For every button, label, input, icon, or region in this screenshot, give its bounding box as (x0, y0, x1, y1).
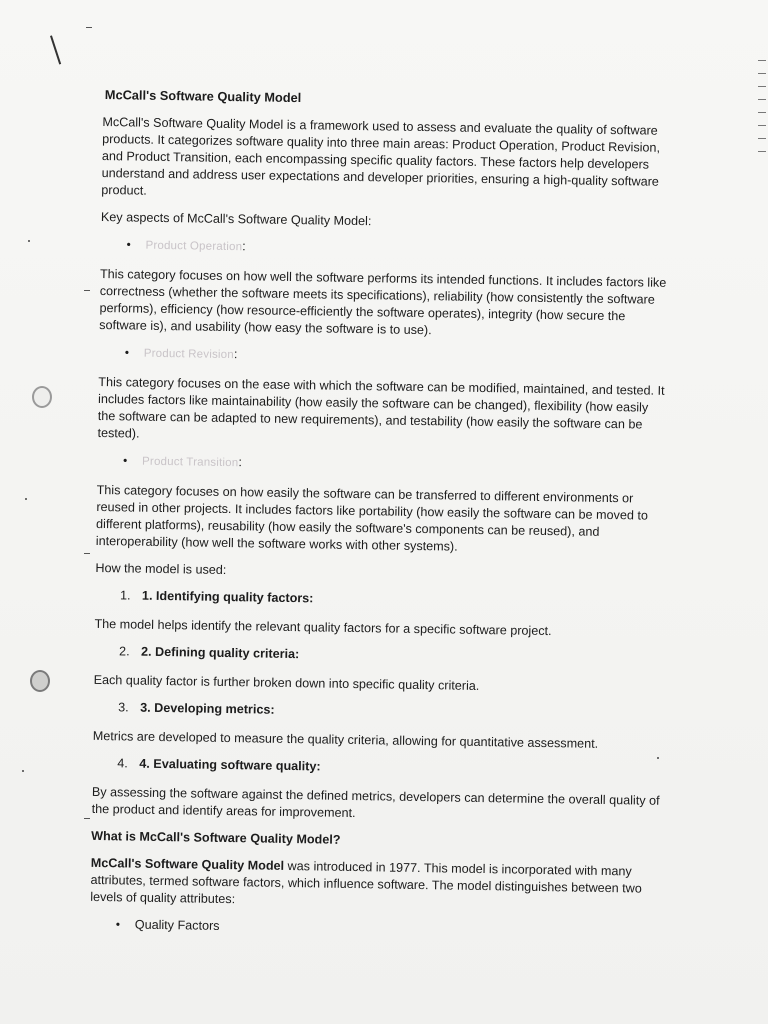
step-number: 3. (118, 700, 129, 715)
bullet-label: Quality Factors (134, 917, 220, 933)
what-is-heading: What is McCall's Software Quality Model? (91, 828, 341, 847)
step-label: 4. Evaluating software quality: (139, 756, 321, 774)
label-colon: : (242, 239, 246, 254)
bullet-dot: • (126, 237, 131, 252)
margin-dash (84, 553, 90, 554)
bullet-dot: • (124, 345, 130, 360)
section-text-product-revision: This category focuses on the ease with which the software can be modified, maintained, and tested. It includes factors like maintainability (how easily the software can be changed), flexibility (how easily the software can be adapted to new requirements), and testability (how easily the software can be tested). (97, 374, 665, 441)
key-aspects-line: Key aspects of McCall's Software Quality Model: (100, 209, 372, 229)
section-bullet-product-transition (97, 452, 667, 479)
step-item (92, 755, 662, 781)
bold-term: McCall's Software Quality Model (90, 855, 285, 873)
step-label: 1. Identifying quality factors: (141, 588, 314, 606)
label-colon: : (233, 347, 238, 362)
speck (22, 770, 24, 772)
margin-dash (86, 27, 92, 28)
what-is-paragraph (90, 855, 661, 915)
punch-hole (30, 670, 50, 692)
margin-dash (84, 290, 90, 291)
step-text: Metrics are developed to measure the quality criteria, allowing for quantitative assessment. (92, 728, 599, 751)
section-label: Product Revision (143, 347, 235, 362)
intro-paragraph: McCall's Software Quality Model is a framework used to assess and evaluate the quality of software products. It categorizes software quality into three main areas: Product Operation, Product Revision, and Product Transition, each encompassing specific quality factors. These factors help developers understand and address user expectations and developer priorities, ensuring a high-quality software product. (101, 114, 661, 198)
section-label: Product Transition (142, 455, 239, 470)
label-colon: : (238, 455, 243, 470)
section-text-product-transition: This category focuses on how easily the software can be transferred to different environments or reused in other projects. It includes factors like portability (how easily the software can be moved to different platforms), reusability (how easily the software's components can be reused), and interoperability (how well the software works with other systems). (95, 482, 649, 554)
section-bullet-product-operation (100, 236, 670, 263)
step-number: 2. (119, 644, 130, 659)
margin-dash (84, 818, 90, 819)
punch-hole (32, 386, 52, 408)
pen-stroke (50, 36, 61, 65)
how-used-line: How the model is used: (95, 560, 227, 577)
step-number: 4. (117, 756, 128, 771)
speck (28, 240, 30, 242)
step-text: Each quality factor is further broken down into specific quality criteria. (93, 672, 480, 693)
document-title: McCall's Software Quality Model (104, 87, 302, 106)
step-item (95, 587, 665, 613)
section-label: Product Operation (145, 239, 243, 254)
bullet-dot: • (123, 453, 128, 468)
step-label: 2. Defining quality criteria: (141, 644, 300, 662)
document-body (90, 86, 673, 954)
step-item (94, 643, 664, 669)
section-text-product-operation: This category focuses on how well the software performs its intended functions. It includes factors like correctness (whether the software meets its specifications), reliability (how consistently the software performs), efficiency (how resource-efficiently the software operates), integrity (how secure the software is), and usability (how easy the software is to use). (99, 266, 667, 338)
speck (25, 498, 27, 500)
what-is-text: was introduced in 1977. This model is incorporated with many attributes, termed software factors, which influence software. The model distinguishes between two levels of quality attributes: (90, 858, 642, 907)
step-number: 1. (119, 588, 131, 603)
quality-factors-bullet (90, 916, 660, 942)
page-edge-marks (758, 60, 768, 164)
step-item (93, 699, 663, 725)
step-text: The model helps identify the relevant quality factors for a specific software project. (94, 616, 552, 639)
step-label: 3. Developing metrics: (140, 700, 275, 717)
section-bullet-product-revision (99, 344, 669, 371)
bullet-dot: • (115, 917, 121, 932)
step-text: By assessing the software against the defined metrics, developers can determine the overall quality of the product and identify areas for improvement. (91, 784, 660, 821)
